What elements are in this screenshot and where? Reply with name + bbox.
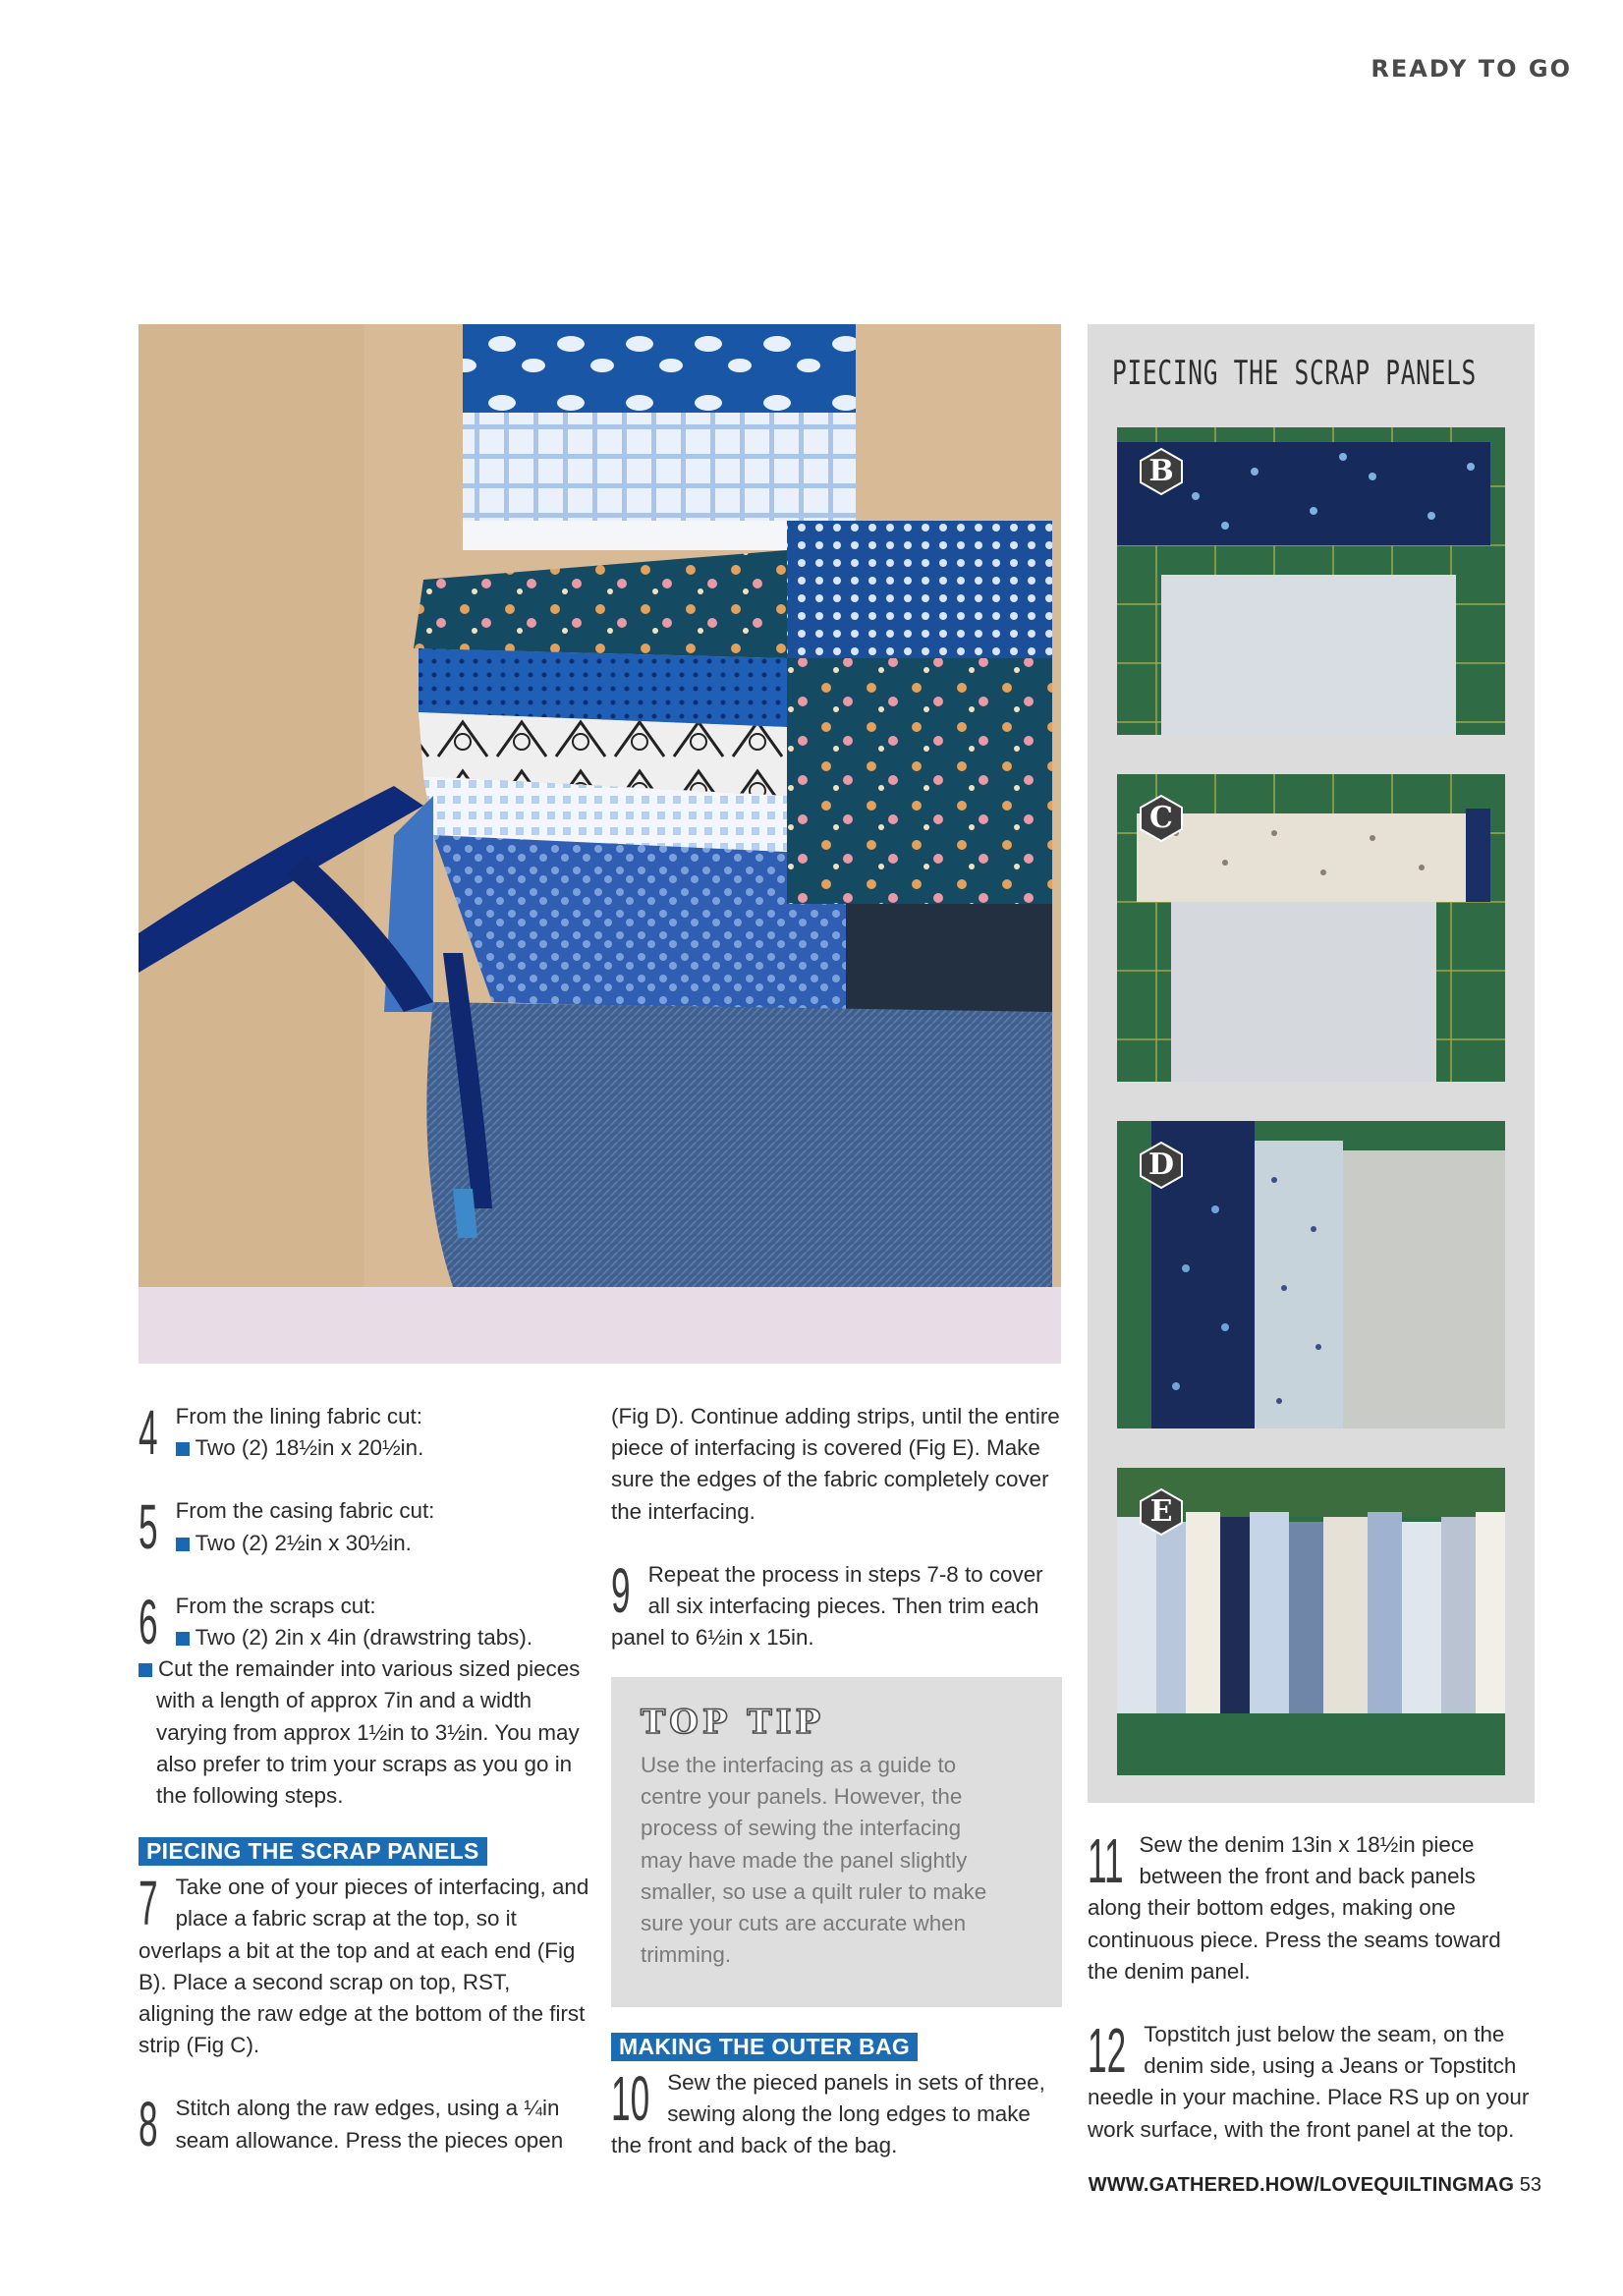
figure-b <box>1117 427 1505 735</box>
step-12-text: Topstitch just below the seam, on the denim side, using a Jeans or Topstitch needle in your machine. Place RS up on your work surface, with the front panel at the top. <box>1088 2022 1530 2142</box>
step-4-line1: From the lining fabric cut: <box>175 1404 422 1428</box>
step-7-text: Take one of your pieces of interfacing, and place a fabric scrap at the top, so it overlaps a bit at the top and at each end (Fig B). Place a second scrap on top, RST, aligning the raw edge at the bottom of the first strip (Fig C). <box>139 1875 589 2058</box>
figure-e-badge <box>1137 1487 1186 1537</box>
step-6-line2: Two (2) 2in x 4in (drawstring tabs). <box>195 1625 533 1651</box>
step-10-text: Sew the pieced panels in sets of three, sewing along the long edges to make the front and back of the bag. <box>611 2070 1045 2158</box>
bullet-icon <box>176 1538 190 1551</box>
step-4-line2: Two (2) 18½in x 20½in. <box>195 1435 424 1461</box>
heading-piecing: PIECING THE SCRAP PANELS <box>139 1837 487 1866</box>
step-10-number: 10 <box>611 2063 650 2134</box>
step-5-line2: Two (2) 2½in x 30½in. <box>195 1530 412 1555</box>
step-11 <box>1088 1825 1535 1988</box>
step-4-number: 4 <box>139 1397 158 1468</box>
figure-b-label: B <box>1148 454 1174 488</box>
column-2-lower <box>611 2023 1063 2194</box>
step-5-number: 5 <box>139 1491 158 1563</box>
step-8-number: 8 <box>139 2089 158 2160</box>
step-11-number: 11 <box>1088 1825 1124 1896</box>
step-8-text: Stitch along the raw edges, using a ¼in seam allowance. Press the pieces open <box>175 2096 564 2153</box>
top-tip-text: Use the interfacing as a guide to centre your panels. However, the process of sewing the interfacing may have made the panel slightly smaller, so use a quilt ruler to make sure your cuts are accurate when trimming. <box>641 1753 987 1968</box>
figure-d-badge <box>1137 1141 1186 1190</box>
section-label: READY TO GO <box>1371 55 1572 83</box>
figure-b-badge <box>1137 447 1186 496</box>
step-9 <box>611 1554 1063 1654</box>
bullet-icon <box>176 1632 190 1646</box>
bullet-icon <box>176 1442 190 1456</box>
step-9-text: Repeat the process in steps 7-8 to cover all six interfacing pieces. Then trim each panel to 6½in x 15in. <box>611 1561 1043 1651</box>
figure-c-label: C <box>1149 801 1173 835</box>
step-12-number: 12 <box>1088 2015 1127 2087</box>
step-6-line1: From the scraps cut: <box>175 1593 376 1618</box>
figure-c-badge <box>1137 794 1186 843</box>
step-11-text: Sew the denim 13in x 18½in piece between the front and back panels along their bottom edges, making one continuous piece. Press the seams toward the denim panel. <box>1088 1832 1501 1984</box>
footer <box>1089 2174 1541 2197</box>
sidebar-title: PIECING THE SCRAP PANELS <box>1112 354 1478 393</box>
step-6-line3: Cut the remainder into various sized pieces with a length of approx 7in and a width varying from approx 1½in to 3½in. You may also prefer to trim your scraps as you go in the following steps. <box>156 1656 581 1809</box>
step-7 <box>139 1868 590 2061</box>
step-7-number: 7 <box>139 1868 158 1939</box>
step-6 <box>139 1586 590 1812</box>
figure-e <box>1117 1468 1505 1775</box>
figure-d-label: D <box>1147 1148 1174 1182</box>
top-tip-box <box>611 1677 1062 2007</box>
step-4 <box>139 1397 590 1468</box>
figure-e-label: E <box>1149 1494 1173 1529</box>
main-photo <box>139 324 1061 1364</box>
step-6-number: 6 <box>139 1586 158 1657</box>
page-number: 53 <box>1519 2174 1541 2196</box>
step-12 <box>1088 2015 1535 2146</box>
step-9-number: 9 <box>611 1554 631 1626</box>
step-8-continued <box>611 1401 1063 1528</box>
figure-sidebar <box>1088 324 1535 1803</box>
step-8 <box>139 2089 590 2160</box>
step-8-continued-text: (Fig D). Continue adding strips, until the entire piece of interfacing is covered (Fig E). Make sure the edges of the fabric completely cover the interfacing. <box>611 1404 1060 1524</box>
step-10 <box>611 2063 1063 2162</box>
bullet-icon <box>139 1663 152 1677</box>
step-5-line1: From the casing fabric cut: <box>175 1498 435 1524</box>
figure-c <box>1117 774 1505 1082</box>
top-tip-title: TOP TIP <box>641 1703 825 1742</box>
step-5 <box>139 1491 590 1563</box>
footer-url: WWW.GATHERED.HOW/LOVEQUILTINGMAG <box>1088 2174 1515 2196</box>
heading-outer-bag: MAKING THE OUTER BAG <box>611 2033 918 2061</box>
column-1 <box>139 1397 590 2188</box>
column-2 <box>611 1401 1063 1685</box>
column-3 <box>1088 1825 1535 2177</box>
figure-d <box>1117 1121 1505 1428</box>
